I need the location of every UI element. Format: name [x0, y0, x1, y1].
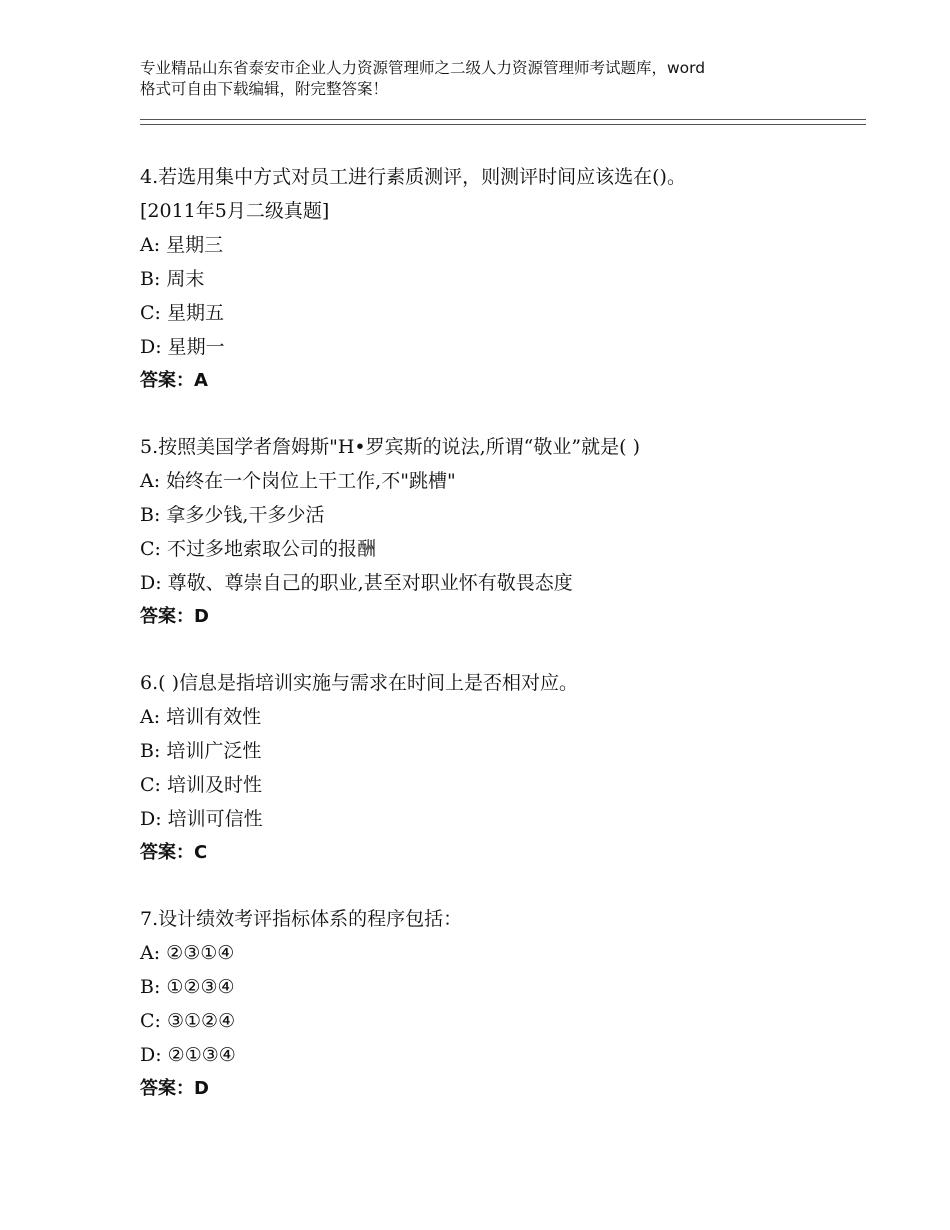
question-4	[140, 160, 870, 398]
header-divider-bottom	[140, 124, 866, 125]
option-c: C: ③①②④	[140, 1010, 236, 1032]
question-5	[140, 430, 870, 634]
answer-key: 答案：A	[140, 370, 208, 391]
option-a: A: 始终在一个岗位上干工作,不"跳槽"	[140, 470, 456, 492]
header-line-2: 格式可自由下载编辑，附完整答案！	[140, 80, 389, 98]
question-stem: 6.( )信息是指培训实施与需求在时间上是否相对应。	[140, 672, 578, 694]
option-a: A: 星期三	[140, 234, 224, 256]
question-7	[140, 902, 870, 1106]
option-b: B: 周末	[140, 268, 205, 290]
question-source: [2011年5月二级真题]	[140, 200, 330, 222]
header-divider-top	[140, 119, 866, 120]
answer-key: 答案：C	[140, 842, 208, 863]
option-d: D: ②①③④	[140, 1044, 236, 1066]
option-a: A: 培训有效性	[140, 706, 262, 728]
question-6	[140, 666, 870, 870]
answer-key: 答案：D	[140, 1078, 209, 1099]
option-b: B: ①②③④	[140, 976, 235, 998]
question-stem: 4.若选用集中方式对员工进行素质测评，则测评时间应该选在()。	[140, 166, 686, 188]
option-d: D: 尊敬、尊崇自己的职业,甚至对职业怀有敬畏态度	[140, 572, 573, 594]
option-d: D: 星期一	[140, 336, 225, 358]
header-line-1: 专业精品山东省泰安市企业人力资源管理师之二级人力资源管理师考试题库，word	[140, 59, 706, 77]
option-c: C: 不过多地索取公司的报酬	[140, 538, 376, 560]
option-d: D: 培训可信性	[140, 808, 263, 830]
option-a: A: ②③①④	[140, 942, 235, 964]
question-stem: 7.设计绩效考评指标体系的程序包括：	[140, 908, 463, 930]
document-header	[140, 58, 840, 100]
option-b: B: 培训广泛性	[140, 740, 262, 762]
question-stem: 5.按照美国学者詹姆斯"H•罗宾斯的说法,所谓“敬业”就是( )	[140, 436, 640, 458]
option-c: C: 星期五	[140, 302, 224, 324]
option-c: C: 培训及时性	[140, 774, 262, 796]
option-b: B: 拿多少钱,干多少活	[140, 504, 325, 526]
question-list	[140, 160, 870, 1138]
answer-key: 答案：D	[140, 606, 209, 627]
